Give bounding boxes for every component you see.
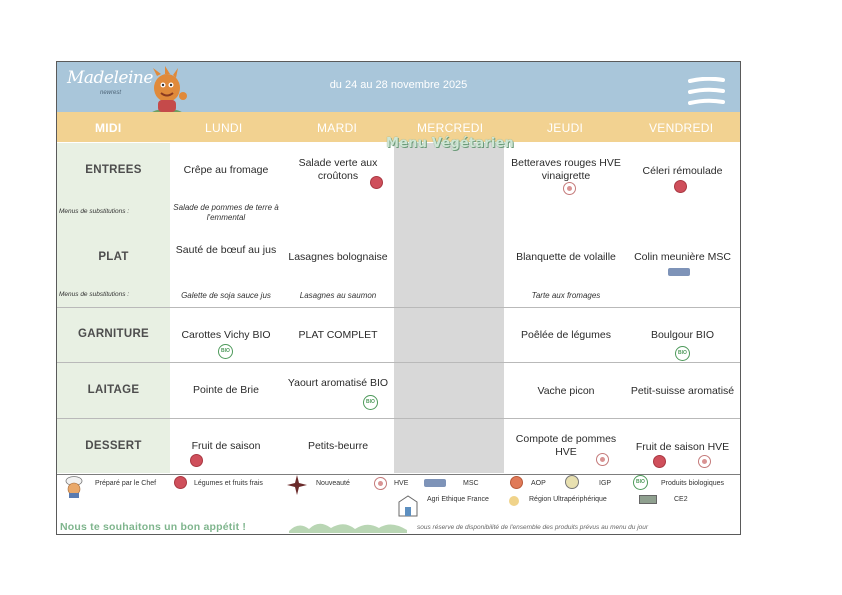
row-label-laitage: LAITAGE	[87, 384, 140, 396]
msc-icon	[668, 268, 690, 276]
substitutions-label: Menus de substitutions :	[59, 208, 130, 215]
igp-icon	[565, 475, 579, 489]
entree-jeudi: Betteraves rouges HVE vinaigrette	[511, 157, 621, 182]
legend-hve: HVE	[394, 480, 409, 487]
entree-vendredi: Céleri rémoulade	[642, 165, 723, 177]
vegetable-decoration-icon	[289, 519, 409, 533]
laitage-jeudi: Vache picon	[537, 385, 595, 397]
dessert-mardi: Petits-beurre	[307, 440, 369, 452]
row-label-entrees: ENTREES	[85, 164, 142, 176]
legend-new: Nouveauté	[316, 480, 350, 487]
legend-aop: AOP	[531, 480, 546, 487]
legend-igp: IGP	[599, 480, 612, 487]
row-header-column	[57, 143, 170, 473]
legend-bio: Produits biologiques	[661, 480, 725, 487]
day-vendredi: VENDREDI	[649, 121, 714, 135]
row-label-plat: PLAT	[98, 251, 129, 263]
plat-lundi: Sauté de bœuf au jus	[175, 244, 277, 256]
laitage-lundi: Pointe de Brie	[193, 384, 259, 396]
dessert-lundi: Fruit de saison	[191, 440, 261, 452]
plat-mardi: Lasagnes bolognaise	[288, 251, 388, 263]
garniture-vendredi: Boulgour BIO	[650, 329, 715, 341]
row-divider	[57, 418, 740, 419]
midi-label: MIDI	[95, 121, 122, 135]
bio-icon: BIO	[218, 344, 233, 359]
substitutions-label: Menus de substitutions :	[59, 291, 130, 298]
footnote: sous réserve de disponibilité de l'ensemble des produits prévus au menu du jour	[417, 524, 649, 531]
wednesday-column	[394, 143, 504, 473]
ce2-icon	[639, 495, 657, 504]
day-mardi: MARDI	[317, 121, 358, 135]
new-star-icon	[287, 475, 307, 495]
agri-ethique-icon	[397, 494, 419, 518]
row-label-garniture: GARNITURE	[77, 328, 150, 340]
legend-fresh: Légumes et fruits frais	[194, 480, 263, 487]
dessert-jeudi: Compote de pommes HVE	[515, 433, 617, 458]
fresh-produce-icon	[190, 454, 203, 467]
legend-msc: MSC	[463, 480, 479, 487]
plat-jeudi: Blanquette de volaille	[516, 251, 616, 263]
vegetarian-label: Menu Végétarien	[385, 136, 514, 151]
garniture-mardi: PLAT COMPLET	[298, 329, 378, 341]
row-divider	[57, 362, 740, 363]
laitage-mardi: Yaourt aromatisé BIO	[287, 377, 389, 389]
legend-rup: Région Ultrapériphérique	[529, 496, 607, 503]
day-lundi: LUNDI	[205, 121, 243, 135]
row-label-dessert: DESSERT	[85, 440, 142, 452]
bio-icon: BIO	[363, 395, 378, 410]
slogan: Nous te souhaitons un bon appétit !	[60, 521, 247, 533]
bio-icon: BIO	[675, 346, 690, 361]
day-jeudi: JEUDI	[547, 121, 584, 135]
plat-substitution-lundi: Galette de soja sauce jus	[181, 291, 271, 300]
entree-substitution-lundi: Salade de pommes de terre à l'emmental	[173, 203, 279, 222]
entree-mardi: Salade verte aux croûtons	[298, 157, 378, 182]
brand-lines-icon	[687, 77, 725, 109]
day-mercredi: MERCREDI	[417, 121, 484, 135]
legend-ce2: CE2	[674, 496, 688, 503]
fresh-produce-icon	[653, 455, 666, 468]
row-divider	[57, 307, 740, 308]
fresh-produce-icon	[174, 476, 187, 489]
bio-icon: BIO	[633, 475, 648, 490]
logo-text: Madeleine	[67, 68, 153, 88]
legend-chef: Préparé par le Chef	[95, 480, 157, 487]
date-range: du 24 au 28 novembre 2025	[329, 79, 468, 91]
legend-agri: Agri Ethique France	[427, 496, 489, 503]
hve-icon	[698, 455, 711, 468]
logo-sub: newrest	[100, 90, 122, 96]
plat-vendredi: Colin meunière MSC	[634, 251, 731, 263]
msc-icon	[424, 479, 446, 487]
aop-icon	[510, 476, 523, 489]
menu-sheet	[56, 61, 741, 535]
fresh-produce-icon	[674, 180, 687, 193]
garniture-lundi: Carottes Vichy BIO	[181, 329, 271, 341]
plat-substitution-jeudi: Tarte aux fromages	[531, 291, 601, 300]
plat-substitution-mardi: Lasagnes au saumon	[299, 291, 377, 300]
fresh-produce-icon	[370, 176, 383, 189]
hve-icon	[374, 477, 387, 490]
garniture-jeudi: Poêlée de légumes	[521, 329, 611, 341]
entree-lundi: Crêpe au fromage	[183, 164, 269, 176]
hve-icon	[563, 182, 576, 195]
laitage-vendredi: Petit-suisse aromatisé	[630, 385, 735, 397]
header-band	[57, 62, 740, 112]
dessert-vendredi: Fruit de saison HVE	[635, 441, 730, 453]
rup-icon	[509, 496, 519, 506]
chef-icon	[63, 476, 85, 498]
hve-icon	[596, 453, 609, 466]
